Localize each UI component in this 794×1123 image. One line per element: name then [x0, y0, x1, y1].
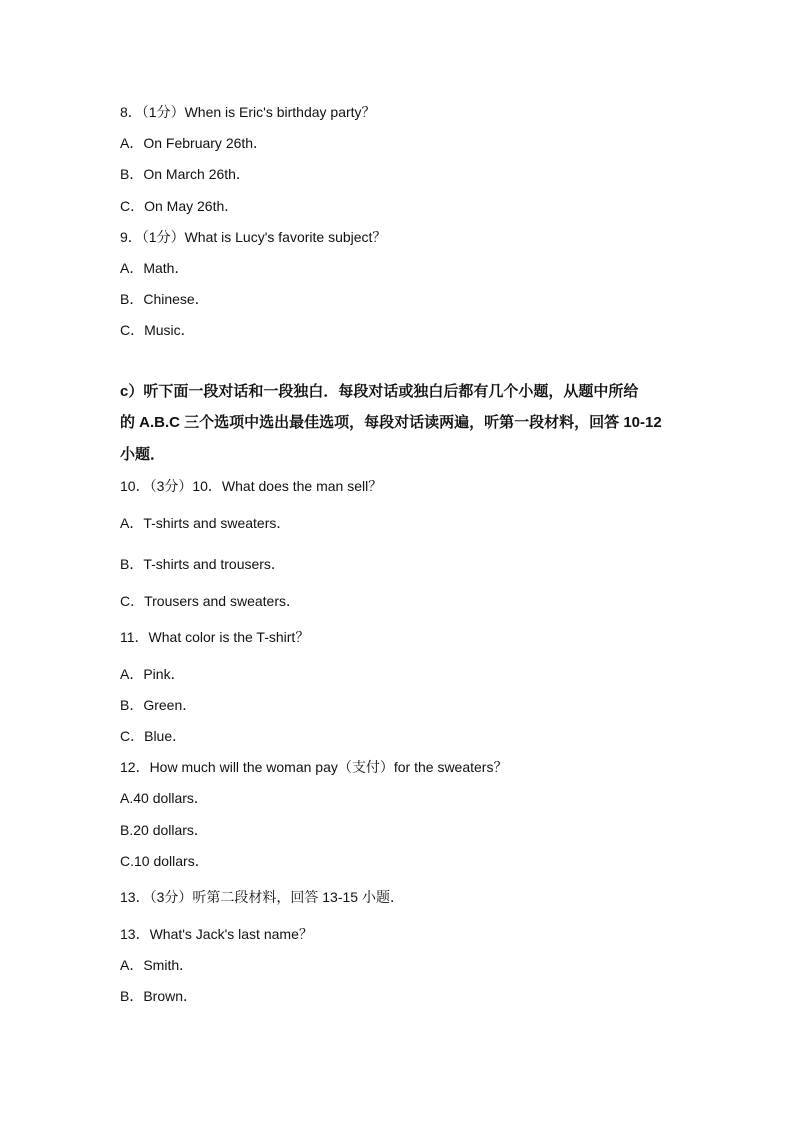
question-9-option-c: C．Music．	[120, 322, 195, 338]
question-13-stem: 13．What's Jack's last name？	[120, 926, 313, 942]
question-9-stem: 9．（1分）What is Lucy's favorite subject？	[120, 229, 387, 245]
question-13-option-b: B．Brown．	[120, 988, 198, 1004]
question-11-option-c: C．Blue．	[120, 728, 187, 744]
section-c-instruction-line-2: 的 A.B.C 三个选项中选出最佳选项，每段对话读两遍，听第一段材料，回答 10-12	[120, 414, 662, 431]
question-12-option-a: A.40 dollars．	[120, 790, 208, 806]
question-10-option-a: A．T-shirts and sweaters．	[120, 515, 291, 531]
section-c-instruction-line-3: 小题．	[120, 446, 166, 463]
question-10-option-c: C．Trousers and sweaters．	[120, 593, 300, 609]
question-9-option-a: A．Math．	[120, 260, 189, 276]
question-8-option-c: C．On May 26th．	[120, 198, 239, 214]
question-8-option-b: B．On March 26th．	[120, 166, 250, 182]
question-12-option-b: B.20 dollars．	[120, 822, 208, 838]
question-8-option-a: A．On February 26th．	[120, 135, 268, 151]
question-8-stem: 8．（1分）When is Eric's birthday party？	[120, 104, 376, 120]
question-11-option-b: B．Green．	[120, 697, 197, 713]
question-12-option-c: C.10 dollars．	[120, 853, 209, 869]
question-10-stem: 10．（3分）10．What does the man sell？	[120, 478, 383, 494]
question-9-option-b: B．Chinese．	[120, 291, 209, 307]
question-13-option-a: A．Smith．	[120, 957, 194, 973]
question-10-option-b: B．T-shirts and trousers．	[120, 556, 285, 572]
question-11-stem: 11．What color is the T-shirt？	[120, 629, 310, 645]
question-12-stem: 12．How much will the woman pay（支付）for the sweaters？	[120, 759, 508, 775]
question-11-option-a: A．Pink．	[120, 666, 185, 682]
section-c-instruction-line-1: c）听下面一段对话和一段独白．每段对话或独白后都有几个小题，从题中所给	[120, 383, 639, 400]
question-13-intro: 13．（3分）听第二段材料，回答 13-15 小题．	[120, 889, 404, 905]
